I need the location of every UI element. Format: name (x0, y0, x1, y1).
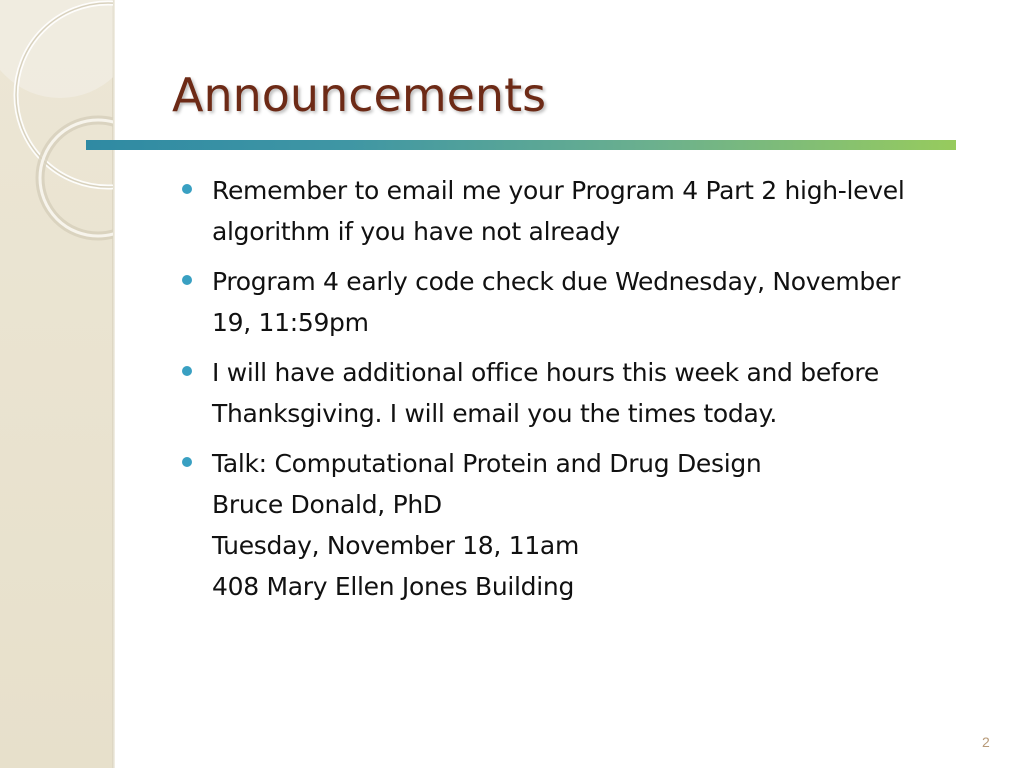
bullet-text-line: Thanksgiving. I will email you the times today. (212, 399, 778, 428)
bullet-icon (182, 184, 192, 194)
bullet-text-line: Remember to email me your Program 4 Part 2 high-level (212, 176, 905, 205)
bullet-text-line: Program 4 early code check due Wednesday, November (212, 267, 901, 296)
decorative-circles (0, 0, 130, 260)
bullet-icon (182, 457, 192, 467)
list-item (172, 352, 1000, 434)
bullet-text-line: 19, 11:59pm (212, 308, 369, 337)
bullet-text-line: Tuesday, November 18, 11am (212, 531, 579, 560)
bullet-text-line: Talk: Computational Protein and Drug Design (212, 449, 762, 478)
list-item (172, 261, 1000, 343)
page-number: 2 (982, 734, 990, 750)
bullet-text-line: Bruce Donald, PhD (212, 490, 442, 519)
slide-title: Announcements (172, 68, 547, 122)
bullet-text-line: 408 Mary Ellen Jones Building (212, 572, 575, 601)
bullet-text-line: I will have additional office hours this week and before (212, 358, 879, 387)
list-item (172, 170, 1000, 252)
bullet-text-line: algorithm if you have not already (212, 217, 620, 246)
bullet-icon (182, 366, 192, 376)
small-ring (40, 120, 130, 236)
title-underline (86, 140, 956, 150)
bullet-icon (182, 275, 192, 285)
list-item (172, 443, 1000, 607)
bullet-list (172, 170, 1000, 616)
